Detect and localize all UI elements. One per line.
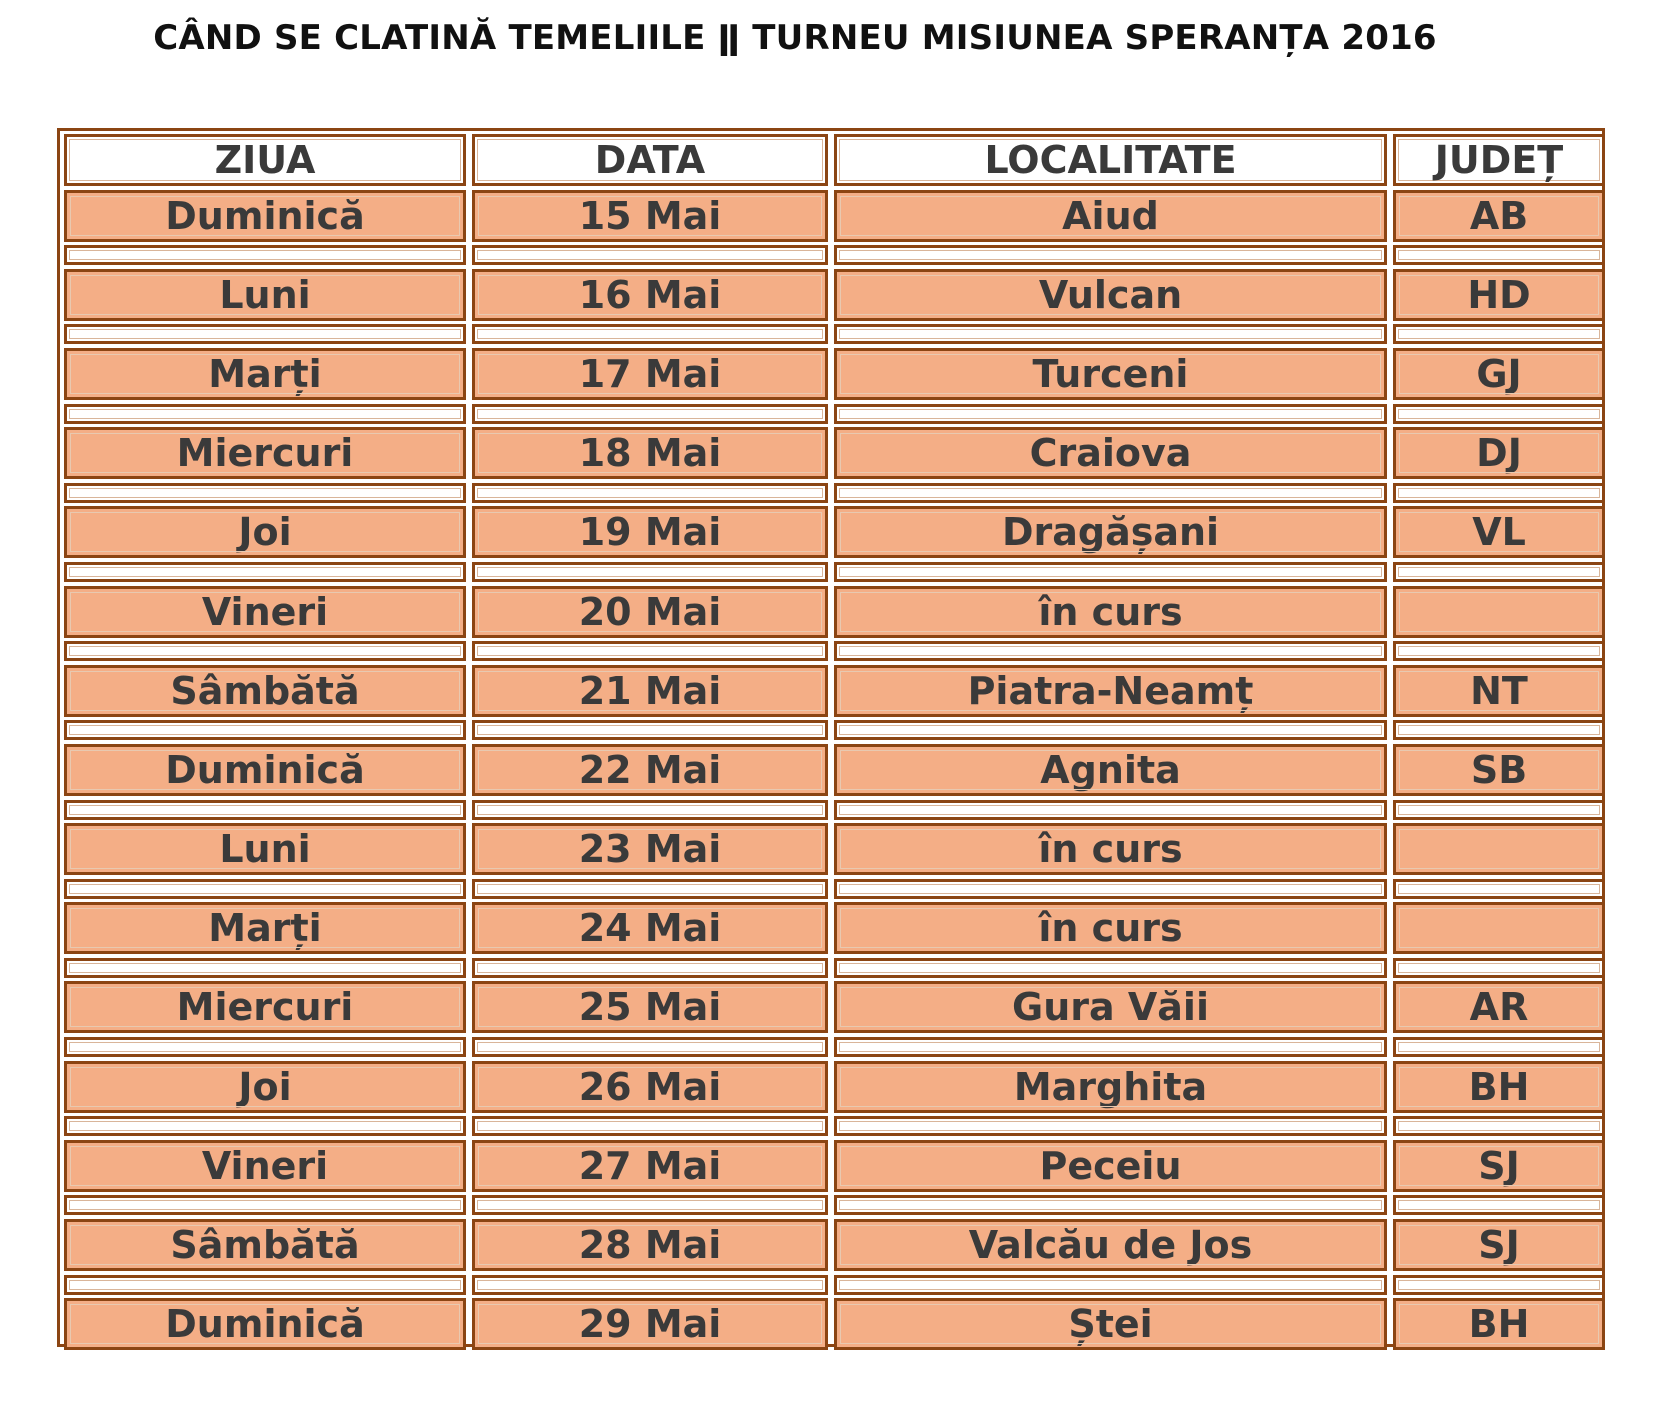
cell-ziua: Miercuri [64,981,466,1033]
cell-ziua: Sâmbătă [64,665,466,717]
cell-ziua: Duminică [64,1298,466,1350]
row-separator [834,1195,1387,1215]
row-separator [472,483,828,503]
row-separator [1393,641,1605,661]
cell-data: 25 Mai [472,981,828,1033]
row-separator [1393,1195,1605,1215]
row-separator [472,562,828,582]
row-separator [64,404,466,424]
cell-data: 29 Mai [472,1298,828,1350]
row-separator [834,483,1387,503]
cell-ziua: Luni [64,823,466,875]
cell-ziua: Vineri [64,1140,466,1192]
cell-localitate: Valcău de Jos [834,1219,1387,1271]
row-separator [834,562,1387,582]
cell-localitate: în curs [834,823,1387,875]
row-separator [1393,1275,1605,1295]
row-separator [472,1116,828,1136]
header-data: DATA [472,134,828,186]
page-title: CÂND SE CLATINĂ TEMELIILE ǁ TURNEU MISIUNEA SPERANȚA 2016 [153,18,1437,58]
schedule-table [57,128,1605,1347]
cell-localitate: Peceiu [834,1140,1387,1192]
cell-ziua: Marți [64,902,466,954]
cell-data: 28 Mai [472,1219,828,1271]
cell-judet: NT [1393,665,1605,717]
cell-data: 16 Mai [472,269,828,321]
cell-localitate: în curs [834,586,1387,638]
row-separator [1393,562,1605,582]
cell-judet: SJ [1393,1219,1605,1271]
row-separator [472,404,828,424]
cell-data: 20 Mai [472,586,828,638]
cell-localitate: Dragășani [834,506,1387,558]
row-separator [834,879,1387,899]
row-separator [834,245,1387,265]
row-separator [64,958,466,978]
cell-ziua: Sâmbătă [64,1219,466,1271]
row-separator [1393,720,1605,740]
cell-data: 19 Mai [472,506,828,558]
cell-ziua: Joi [64,506,466,558]
cell-data: 15 Mai [472,190,828,242]
header-ziua: ZIUA [64,134,466,186]
row-separator [834,324,1387,344]
cell-localitate: Vulcan [834,269,1387,321]
cell-judet: AB [1393,190,1605,242]
cell-judet: VL [1393,506,1605,558]
cell-judet: HD [1393,269,1605,321]
cell-data: 26 Mai [472,1061,828,1113]
cell-judet: SB [1393,744,1605,796]
row-separator [472,720,828,740]
header-judet: JUDEȚ [1393,134,1605,186]
cell-localitate: Gura Văii [834,981,1387,1033]
row-separator [64,1195,466,1215]
cell-localitate: Ștei [834,1298,1387,1350]
header-localitate: LOCALITATE [834,134,1387,186]
row-separator [64,720,466,740]
row-separator [64,800,466,820]
row-separator [1393,1116,1605,1136]
cell-ziua: Luni [64,269,466,321]
row-separator [64,324,466,344]
row-separator [64,1116,466,1136]
row-separator [834,404,1387,424]
cell-localitate: în curs [834,902,1387,954]
row-separator [64,879,466,899]
cell-data: 17 Mai [472,348,828,400]
row-separator [472,800,828,820]
row-separator [472,245,828,265]
cell-judet: SJ [1393,1140,1605,1192]
row-separator [1393,483,1605,503]
cell-localitate: Agnita [834,744,1387,796]
row-separator [1393,245,1605,265]
cell-ziua: Joi [64,1061,466,1113]
cell-data: 22 Mai [472,744,828,796]
row-separator [1393,404,1605,424]
row-separator [64,245,466,265]
cell-judet [1393,586,1605,638]
cell-judet: AR [1393,981,1605,1033]
cell-localitate: Craiova [834,427,1387,479]
row-separator [472,1275,828,1295]
row-separator [834,958,1387,978]
row-separator [64,1037,466,1057]
cell-localitate: Marghita [834,1061,1387,1113]
row-separator [64,483,466,503]
row-separator [1393,324,1605,344]
cell-data: 27 Mai [472,1140,828,1192]
row-separator [64,641,466,661]
row-separator [472,1195,828,1215]
cell-data: 21 Mai [472,665,828,717]
cell-ziua: Miercuri [64,427,466,479]
cell-data: 23 Mai [472,823,828,875]
cell-judet: DJ [1393,427,1605,479]
cell-judet [1393,902,1605,954]
cell-ziua: Vineri [64,586,466,638]
cell-localitate: Aiud [834,190,1387,242]
cell-judet: BH [1393,1061,1605,1113]
cell-data: 18 Mai [472,427,828,479]
cell-ziua: Duminică [64,744,466,796]
cell-data: 24 Mai [472,902,828,954]
cell-ziua: Marți [64,348,466,400]
row-separator [834,641,1387,661]
row-separator [1393,958,1605,978]
row-separator [472,958,828,978]
cell-ziua: Duminică [64,190,466,242]
cell-localitate: Piatra-Neamț [834,665,1387,717]
row-separator [1393,800,1605,820]
row-separator [64,1275,466,1295]
row-separator [64,562,466,582]
row-separator [834,800,1387,820]
cell-judet: BH [1393,1298,1605,1350]
row-separator [472,324,828,344]
row-separator [1393,879,1605,899]
row-separator [1393,1037,1605,1057]
cell-judet [1393,823,1605,875]
row-separator [834,1116,1387,1136]
row-separator [834,1037,1387,1057]
row-separator [834,1275,1387,1295]
cell-judet: GJ [1393,348,1605,400]
cell-localitate: Turceni [834,348,1387,400]
row-separator [472,1037,828,1057]
row-separator [834,720,1387,740]
row-separator [472,879,828,899]
row-separator [472,641,828,661]
